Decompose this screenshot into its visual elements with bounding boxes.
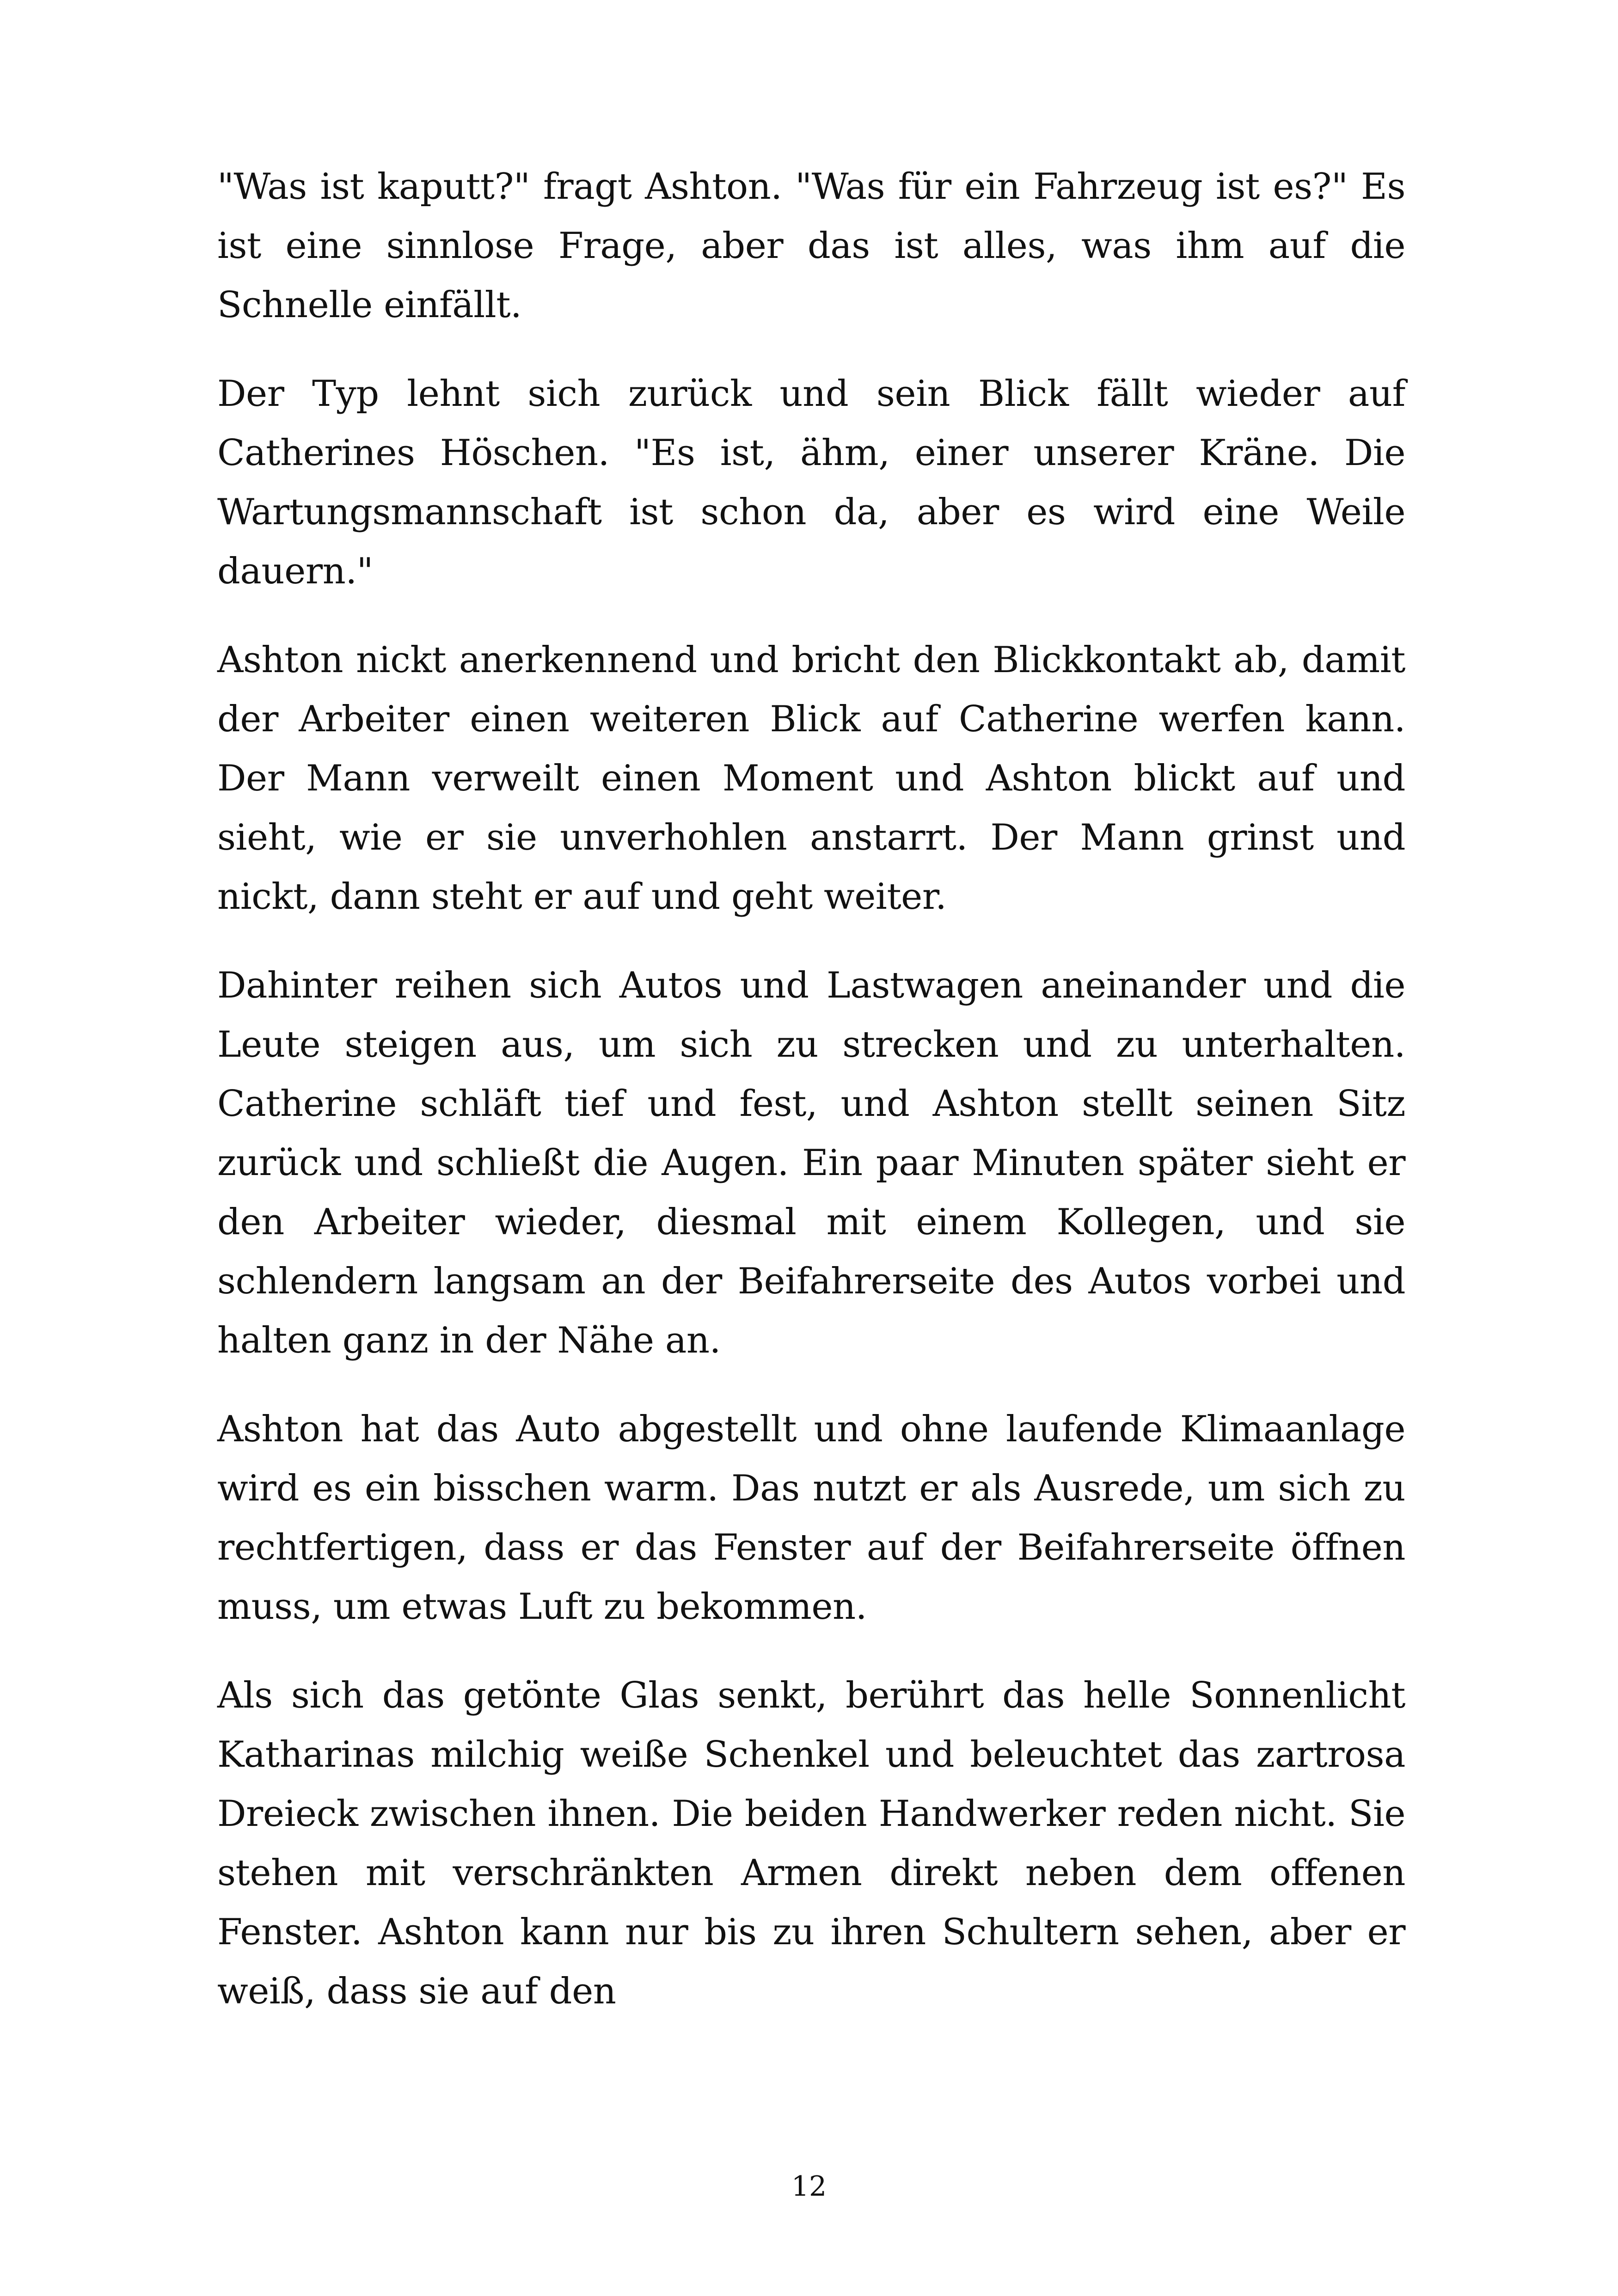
paragraph-5: Ashton hat das Auto abgestellt und ohne laufende Klimaanlage wird es ein bisschen warm. Das nutzt er als Ausrede, um sich zu rechtfertigen, dass er das Fenster auf der Beifahrerseite öffnen muss, um etwas Luft zu bekommen. <box>217 1408 1405 1628</box>
paragraph-2: Der Typ lehnt sich zurück und sein Blick fällt wieder auf Catherines Höschen. "Es ist, ähm, einer unserer Kräne. Die Wartungsmannschaft ist schon da, aber es wird eine Weile dauern." <box>217 373 1405 592</box>
paragraph-4: Dahinter reihen sich Autos und Lastwagen aneinander und die Leute steigen aus, um sich zu strecken und zu unterhalten. Catherine schläft tief und fest, und Ashton stellt seinen Sitz zurück und schließt die Augen. Ein paar Minuten später sieht er den Arbeiter wieder, diesmal mit einem Kollegen, und sie schlendern langsam an der Beifahrerseite des Autos vorbei und halten ganz in der Nähe an. <box>217 965 1405 1361</box>
paragraph-6: Als sich das getönte Glas senkt, berührt das helle Sonnenlicht Katharinas milchig weiße Schenkel und beleuchtet das zartrosa Dreieck zwischen ihnen. Die beiden Handwerker reden nicht. Sie stehen mit verschränkten Armen direkt neben dem offenen Fenster. Ashton kann nur bis zu ihren Schultern sehen, aber er weiß, dass sie auf den <box>217 1675 1405 2012</box>
paragraph-1: "Was ist kaputt?" fragt Ashton. "Was für ein Fahrzeug ist es?" Es ist eine sinnlose Frage, aber das ist alles, was ihm auf die Schnelle einfällt. <box>217 166 1405 326</box>
paragraph-3: Ashton nickt anerkennend und bricht den Blickkontakt ab, damit der Arbeiter einen weiteren Blick auf Catherine werfen kann. Der Mann verweilt einen Moment und Ashton blickt auf und sieht, wie er sie unverhohlen anstarrt. Der Mann grinst und nickt, dann steht er auf und geht weiter. <box>217 639 1405 918</box>
page-body <box>217 157 1405 2051</box>
page-number: 12 <box>791 2170 827 2203</box>
